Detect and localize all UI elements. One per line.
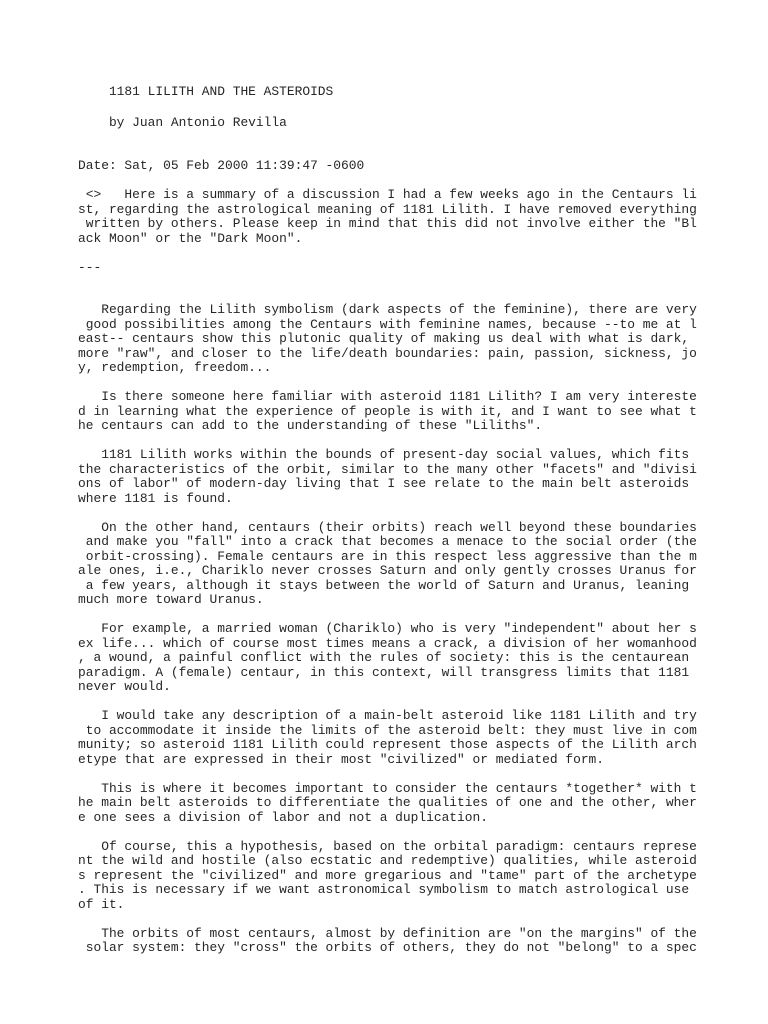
document-title: 1181 LILITH AND THE ASTEROIDS [78, 84, 334, 99]
paragraph [78, 521, 758, 608]
paragraph [78, 622, 758, 695]
text-line: written by others. Please keep in mind that this did not involve either the "Bl [78, 216, 697, 231]
text-line: , a wound, a painful conflict with the rules of society: this is the centaurean [78, 650, 690, 665]
text-line: Regarding the Lilith symbolism (dark aspects of the feminine), there are very [78, 302, 697, 317]
paragraph-intro [78, 188, 758, 246]
text-line: ons of labor" of modern-day living that I see relate to the main belt asteroids [78, 476, 690, 491]
document-body [78, 85, 758, 970]
text-line: of it. [78, 896, 125, 912]
text-line: The orbits of most centaurs, almost by definition are "on the margins" of the [78, 925, 697, 941]
text-line: a few years, although it stays between the world of Saturn and Uranus, leaning [78, 577, 690, 593]
text-line: 1181 Lilith works within the bounds of present-day social values, which fits [78, 447, 690, 462]
text-line: ale ones, i.e., Chariklo never crosses Saturn and only gently crosses Uranus for [78, 563, 697, 578]
text-line: e one sees a division of labor and not a duplication. [78, 809, 488, 825]
text-line: the characteristics of the orbit, similar to the many other "facets" and "divisi [78, 461, 697, 477]
paragraph [78, 390, 758, 434]
paragraph [78, 709, 758, 767]
text-line: st, regarding the astrological meaning of 1181 Lilith. I have removed everything [78, 201, 697, 217]
text-line: For example, a married woman (Chariklo) who is very "independent" about her s [78, 621, 697, 636]
text-line: d in learning what the experience of people is with it, and I want to see what t [78, 403, 697, 419]
text-line: nt the wild and hostile (also ecstatic and redemptive) qualities, while asteroid [78, 853, 697, 868]
text-line: On the other hand, centaurs (their orbits) reach well beyond these boundaries [78, 519, 697, 535]
text-line: . This is necessary if we want astronomical symbolism to match astrological use [78, 882, 690, 897]
text-line: paradigm. A (female) centaur, in this context, will transgress limits that 1181 [78, 664, 690, 680]
paragraph [78, 782, 758, 826]
text-line: where 1181 is found. [78, 490, 233, 506]
text-line: good possibilities among the Centaurs with feminine names, because --to me at l [78, 316, 697, 332]
text-line: y, redemption, freedom... [78, 360, 272, 375]
text-line: Is there someone here familiar with asteroid 1181 Lilith? I am very intereste [78, 389, 697, 404]
text-line: more "raw", and closer to the life/death boundaries: pain, passion, sickness, jo [78, 345, 697, 361]
text-line: east-- centaurs show this plutonic quality of making us deal with what is dark, [78, 331, 690, 346]
text-line: I would take any description of a main-belt asteroid like 1181 Lilith and try [78, 708, 697, 723]
text-line: Of course, this a hypothesis, based on the orbital paradigm: centaurs represe [78, 838, 697, 854]
paragraph [78, 303, 758, 376]
text-line: ex life... which of course most times means a crack, a division of her womanhood [78, 635, 697, 651]
text-line: to accommodate it inside the limits of the asteroid belt: they must live in com [78, 722, 697, 738]
text-line: This is where it becomes important to consider the centaurs *together* with t [78, 780, 697, 796]
text-line: <> Here is a summary of a discussion I had a few weeks ago in the Centaurs li [78, 187, 697, 202]
document-author: by Juan Antonio Revilla [78, 114, 287, 130]
text-line: much more toward Uranus. [78, 592, 264, 607]
paragraph [78, 927, 758, 956]
paragraph [78, 448, 758, 506]
text-line: s represent the "civilized" and more gregarious and "tame" part of the archetype [78, 867, 697, 883]
paragraph [78, 840, 758, 913]
text-line: and make you "fall" into a crack that becomes a menace to the social order (the [78, 534, 697, 549]
text-line: munity; so asteroid 1181 Lilith could represent those aspects of the Lilith arch [78, 737, 697, 752]
text-line: never would. [78, 679, 171, 694]
separator: --- [78, 259, 102, 275]
text-line: he main belt asteroids to differentiate the qualities of one and the other, wher [78, 795, 697, 810]
text-line: etype that are expressed in their most "civilized" or mediated form. [78, 751, 605, 767]
text-line: solar system: they "cross" the orbits of others, they do not "belong" to a spec [78, 940, 697, 955]
text-line: he centaurs can add to the understanding of these "Liliths". [78, 418, 543, 433]
document-date: Date: Sat, 05 Feb 2000 11:39:47 -0600 [78, 158, 365, 173]
text-line: ack Moon" or the "Dark Moon". [78, 230, 303, 246]
text-line: orbit-crossing). Female centaurs are in this respect less aggressive than the m [78, 548, 697, 564]
